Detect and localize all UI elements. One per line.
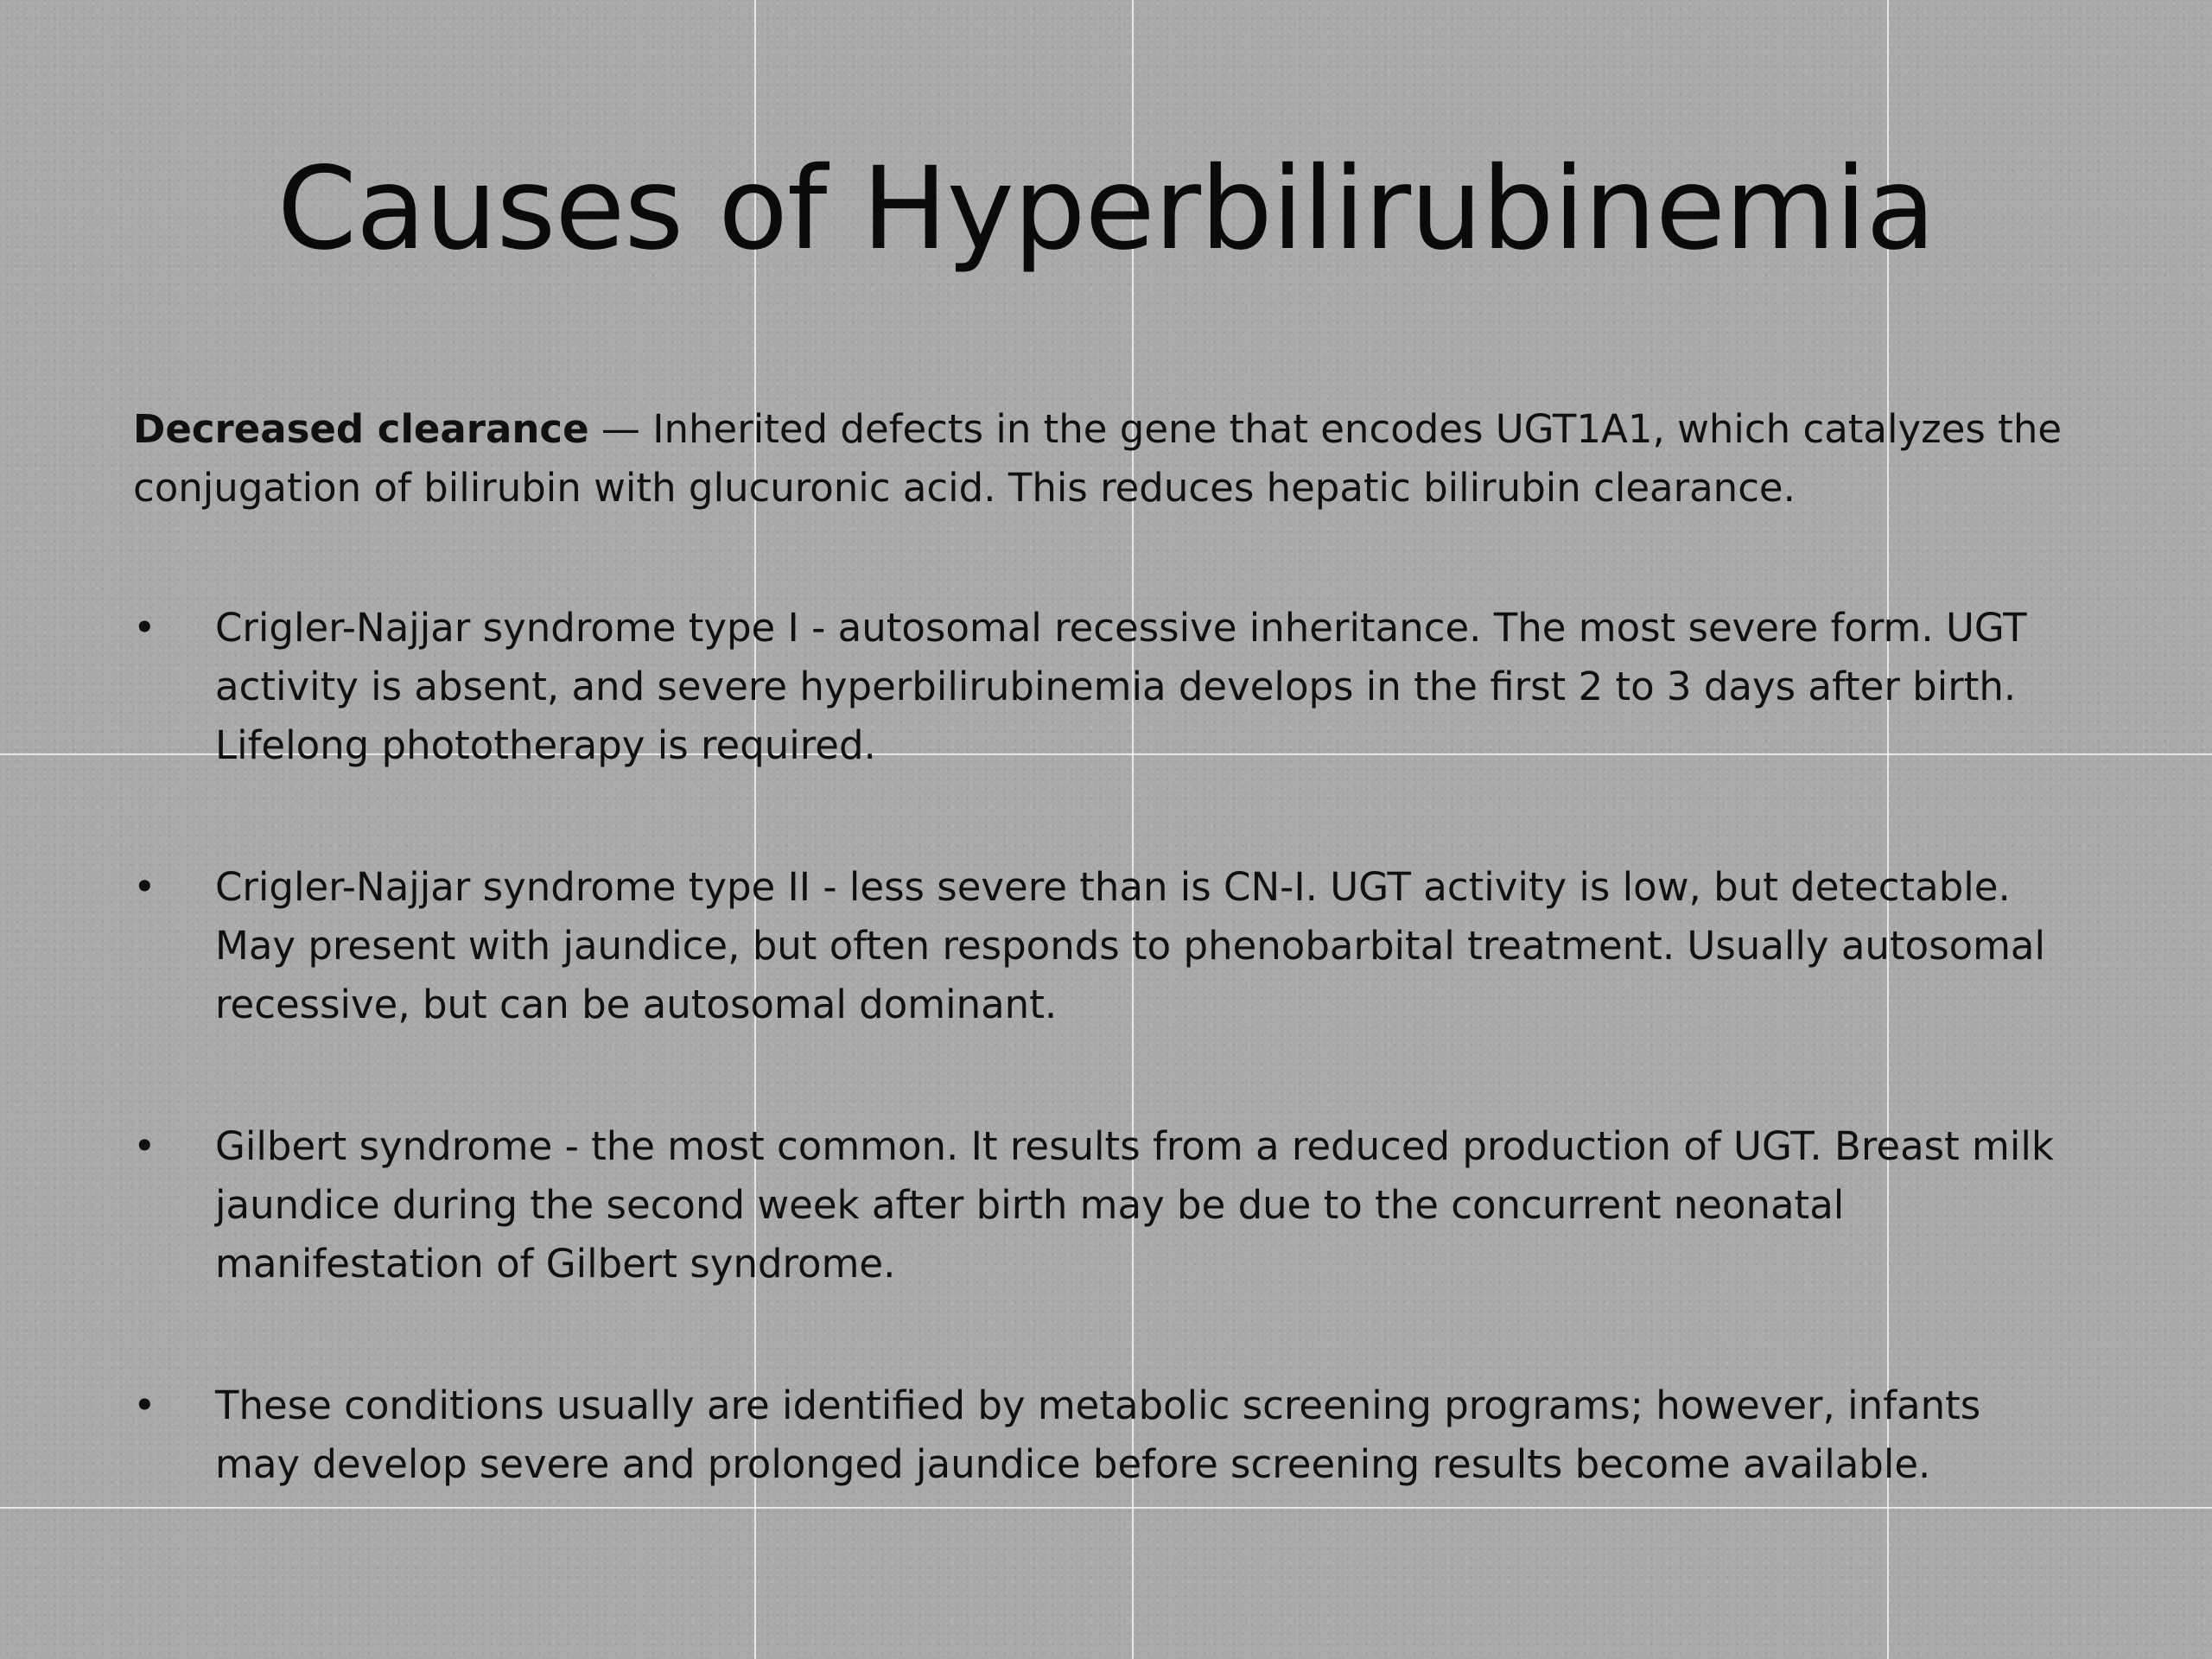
bullet-icon: • bbox=[133, 1382, 156, 1428]
bullet-item bbox=[133, 1376, 2077, 1494]
bullet-text: These conditions usually are identified by metabolic screening programs; however, infants may develop severe and prolonged jaundice before screening results become available. bbox=[215, 1382, 1981, 1487]
bullet-item bbox=[133, 1117, 2077, 1294]
bullet-icon: • bbox=[133, 1123, 156, 1169]
intro-text: — Inherited defects in the gene that encodes UGT1A1, which catalyzes the conjugation of bilirubin with glucuronic acid. This reduces hepatic bilirubin clearance. bbox=[133, 406, 2063, 511]
bullet-text: Crigler-Najjar syndrome type I - autosomal recessive inheritance. The most severe form. UGT activity is absent, and severe hyperbilirubinemia develops in the first 2 to 3 days after birth. Lifelong phototherapy is required. bbox=[215, 605, 2027, 768]
intro-paragraph bbox=[133, 400, 2077, 518]
bullet-item bbox=[133, 599, 2077, 775]
bullet-text: Crigler-Najjar syndrome type II - less severe than is CN-I. UGT activity is low, but detectable. May present with jaundice, but often responds to phenobarbital treatment. Usually autosomal recessive, but can be autosomal dominant. bbox=[215, 864, 2046, 1027]
bullet-list bbox=[133, 599, 2077, 1494]
slide-title: Causes of Hyperbilirubinemia bbox=[276, 143, 1936, 276]
slide-content bbox=[133, 400, 2077, 1494]
bullet-icon: • bbox=[133, 605, 156, 651]
grid-line-horizontal bbox=[0, 1507, 2212, 1509]
bullet-item bbox=[133, 858, 2077, 1034]
intro-lead: Decreased clearance bbox=[133, 406, 589, 452]
bullet-text: Gilbert syndrome - the most common. It results from a reduced production of UGT. Breast milk jaundice during the second week after birth may be due to the concurrent neonatal manifestation of Gilbert syndrome. bbox=[215, 1123, 2054, 1287]
bullet-icon: • bbox=[133, 864, 156, 910]
